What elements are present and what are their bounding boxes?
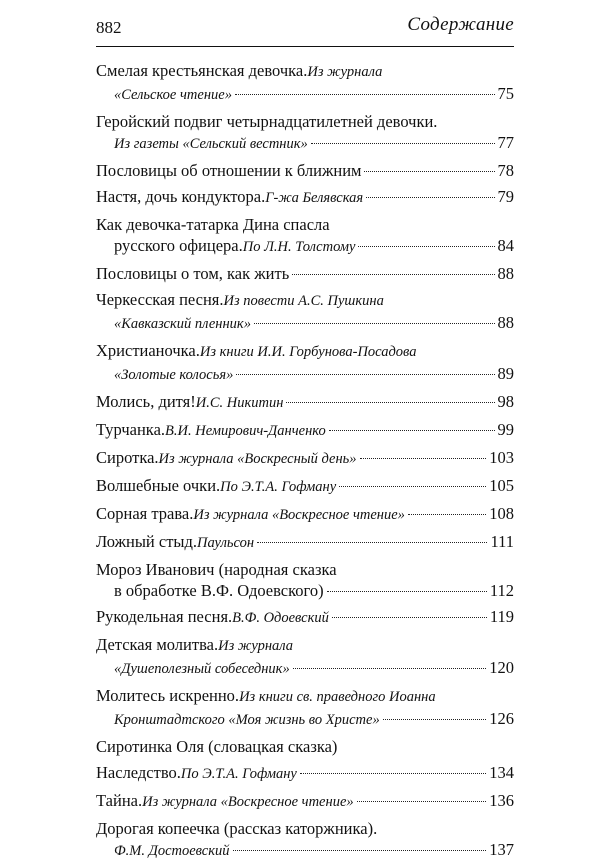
dot-leader [254,323,495,324]
entry-source: «Душеполезный собеседник» [114,661,290,677]
toc-entry [96,289,514,335]
entry-source: Из книги св. праведного Иоанна [239,689,436,705]
entry-source: Из журнала «Воскресный день» [158,451,357,467]
toc-line [96,186,514,209]
entry-page-number: 99 [497,420,514,439]
toc-line [96,214,514,235]
entry-title: в обработке В.Ф. Одоевского) [114,581,324,600]
entry-source: Из журнала «Воскресное чтение» [142,794,354,810]
entry-source: «Кавказский пленник» [114,316,251,332]
toc-line [96,263,514,284]
toc-line [96,475,514,498]
dot-leader [300,773,486,774]
entry-source: Из книги И.И. Горбунова-Посадова [199,344,417,360]
toc-entry [96,559,514,601]
toc-line [96,111,514,132]
entry-source: Из повести А.С. Пушкина [223,293,384,309]
toc-line [96,60,514,83]
entry-page-number: 78 [497,161,514,180]
toc-entry [96,762,514,785]
entry-page-number: 126 [489,709,514,728]
entry-title: Волшебные очки. [96,476,221,495]
entry-title: Наследство. [96,763,181,782]
toc-line [96,363,514,386]
entry-page-number: 136 [489,791,514,810]
toc-line [96,289,514,312]
dot-leader [360,458,487,459]
page-header [96,14,514,47]
toc-entry [96,419,514,442]
dot-leader [286,402,494,403]
toc-line [96,762,514,785]
entry-page-number: 77 [497,133,514,152]
toc-line [96,531,514,554]
entry-title: Геройский подвиг четырнадцатилетней девочки. [96,112,438,131]
toc-line [96,312,514,335]
toc-entry [96,606,514,629]
toc-line [96,340,514,363]
entry-source: «Золотые колосья» [114,367,234,383]
entry-title: Детская молитва. [96,635,219,654]
toc-entry [96,391,514,414]
entry-title: Сиротка. [96,448,159,467]
dot-leader [311,143,495,144]
toc-line [96,708,514,731]
entry-source: Кронштадтского «Моя жизнь во Христе» [114,712,380,728]
entry-source: В.Ф. Одоевский [232,610,329,626]
toc-entry [96,214,514,258]
entry-title: Пословицы о том, как жить [96,264,290,283]
toc-line [96,559,514,580]
entry-page-number: 79 [497,187,514,206]
entry-page-number: 120 [489,658,514,677]
entry-title: Рукодельная песня. [96,607,233,626]
dot-leader [332,617,487,618]
entry-title: Сиротинка Оля (словацкая сказка) [96,737,338,756]
toc-line [96,447,514,470]
entry-title: Ложный стыд. [96,532,198,551]
entry-page-number: 84 [497,236,514,255]
entry-title: Турчанка. [96,420,166,439]
entry-source: Ф.М. Достоевский [114,843,230,859]
toc-line [96,503,514,526]
entry-page-number: 105 [489,476,514,495]
toc-entry [96,186,514,209]
entry-title: Смелая крестьянская девочка. [96,61,308,80]
entry-title: Тайна. [96,791,143,810]
toc-line [96,818,514,839]
entry-page-number: 111 [490,532,514,551]
entry-source: «Сельское чтение» [114,87,232,103]
toc-entry [96,818,514,862]
toc-entry [96,736,514,757]
entry-title: Как девочка-татарка Дина спасла [96,215,330,234]
entry-title: Пословицы об отношении к ближним [96,161,362,180]
toc-entry [96,111,514,155]
dot-leader [364,171,494,172]
entry-title: Сорная трава. [96,504,194,523]
toc-line [96,391,514,414]
toc-line [96,634,514,657]
dot-leader [293,668,487,669]
entry-title: Молись, дитя! [96,392,196,411]
entry-page-number: 88 [497,313,514,332]
entry-source: По Э.Т.А. Гофману [180,766,297,782]
toc-entry [96,634,514,680]
toc-entry [96,340,514,386]
running-title: Содержание [407,14,514,35]
entry-title: Черкесская песня. [96,290,224,309]
dot-leader [236,374,494,375]
table-of-contents [96,60,514,867]
entry-source: И.С. Никитин [195,395,284,411]
toc-entry [96,531,514,554]
dot-leader [358,246,494,247]
entry-page-number: 108 [489,504,514,523]
dot-leader [383,719,487,720]
toc-entry [96,790,514,813]
dot-leader [327,591,487,592]
toc-line [96,419,514,442]
entry-page-number: 134 [489,763,514,782]
entry-title: русского офицера. [114,236,243,255]
entry-title: Настя, дочь кондуктора. [96,187,266,206]
dot-leader [408,514,486,515]
toc-line [96,657,514,680]
toc-line [96,685,514,708]
dot-leader [257,542,487,543]
entry-title: Дорогая копеечка (рассказ каторжника). [96,819,378,838]
toc-entry [96,263,514,284]
toc-line [96,83,514,106]
entry-page-number: 137 [489,840,514,859]
toc-line [96,132,514,155]
dot-leader [292,274,494,275]
dot-leader [235,94,495,95]
entry-source: Г-жа Белявская [265,190,364,206]
dot-leader [366,197,494,198]
entry-source: В.И. Немирович-Данченко [165,423,326,439]
entry-source: Из журнала [218,638,294,654]
entry-title: Христианочка. [96,341,200,360]
dot-leader [329,430,495,431]
entry-source: Паульсон [197,535,255,551]
entry-source: По Э.Т.А. Гофману [220,479,337,495]
entry-page-number: 119 [489,607,514,626]
entry-page-number: 112 [489,581,514,600]
dot-leader [233,850,487,851]
dot-leader [357,801,487,802]
toc-entry [96,685,514,731]
entry-title: Молитесь искренно. [96,686,240,705]
entry-page-number: 89 [497,364,514,383]
dot-leader [339,486,486,487]
entry-title: Мороз Иванович (народная сказка [96,560,337,579]
entry-page-number: 75 [497,84,514,103]
toc-entry [96,475,514,498]
entry-page-number: 88 [497,264,514,283]
entry-page-number: 103 [489,448,514,467]
entry-source: Из журнала [307,64,383,80]
toc-line [96,606,514,629]
toc-line [96,160,514,181]
toc-entry [96,160,514,181]
toc-line [96,839,514,862]
toc-line [96,736,514,757]
toc-entry [96,447,514,470]
entry-source: Из журнала «Воскресное чтение» [193,507,405,523]
toc-line [96,790,514,813]
entry-source: Из газеты «Сельский вестник» [114,136,308,152]
entry-page-number: 98 [497,392,514,411]
toc-line [96,580,514,601]
toc-entry [96,503,514,526]
toc-line [96,235,514,258]
entry-source: По Л.Н. Толстому [242,239,356,255]
toc-entry [96,60,514,106]
page-number: 882 [96,18,122,37]
